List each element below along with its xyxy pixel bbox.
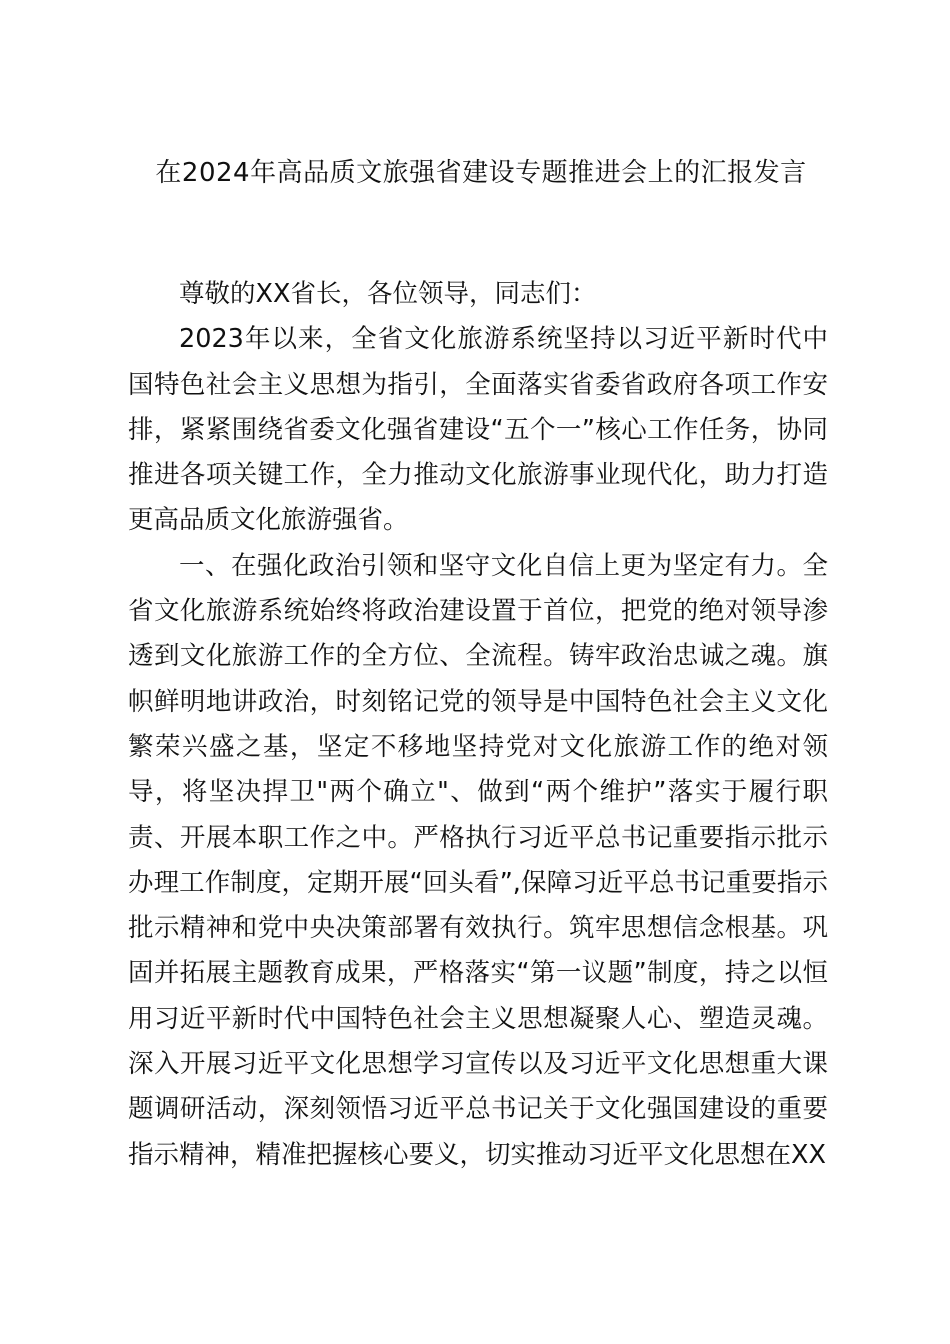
document-title: 在2024年高品质文旅强省建设专题推进会上的汇报发言 bbox=[155, 158, 807, 188]
salutation: 尊敬的XX省长，各位领导，同志们： bbox=[179, 279, 597, 309]
paragraph-intro: 2023年以来，全省文化旅游系统坚持以习近平新时代中国特色社会主义思想为指引，全面落实省委省政府各项工作安排，紧紧围绕省委文化强省建设“五个一”核心工作任务，协同推进各项关键工作，全力推动文化旅游事业现代化，助力打造更高品质文化旅游强省。 bbox=[128, 324, 828, 536]
paragraph-section-one: 一、在强化政治引领和坚守文化自信上更为坚定有力。全省文化旅游系统始终将政治建设置于首位，把党的绝对领导渗透到文化旅游工作的全方位、全流程。铸牢政治忠诚之魂。旗帜鲜明地讲政治，时刻铭记党的领导是中国特色社会主义文化繁荣兴盛之基，坚定不移地坚持党对文化旅游工作的绝对领导，将坚决捍卫"两个确立"、做到“两个维护”落实于履行职责、开展本职工作之中。严格执行习近平总书记重要指示批示办理工作制度，定期开展“回头看”,保障习近平总书记重要指示批示精神和党中央决策部署有效执行。筑牢思想信念根基。巩固并拓展主题教育成果，严格落实“第一议题”制度，持之以恒用习近平新时代中国特色社会主义思想凝聚人心、塑造灵魂。深入开展习近平文化思想学习宣传以及习近平文化思想重大课题调研活动，深刻领悟习近平总书记关于文化强国建设的重要指示精神，精准把握核心要义，切实推动习近平文化思想在XX bbox=[128, 550, 828, 1170]
document-body bbox=[128, 272, 828, 1178]
